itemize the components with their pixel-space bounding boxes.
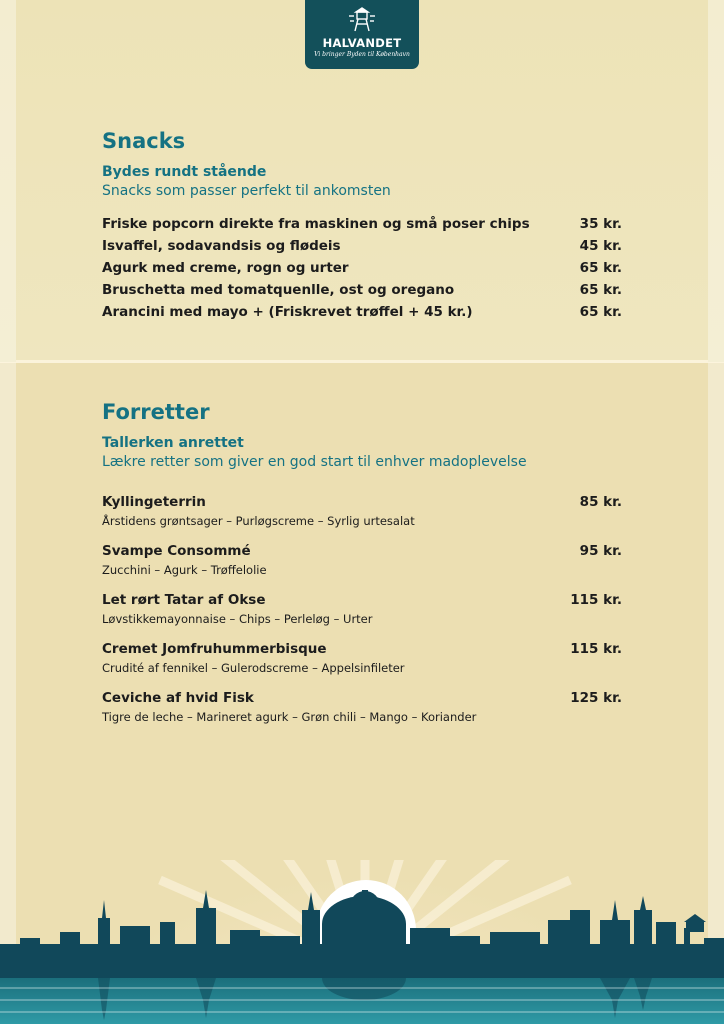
- list-item: [102, 541, 622, 579]
- list-item: [102, 492, 622, 530]
- item-name: Isvaffel, sodavandsis og flødeis: [102, 238, 341, 254]
- dish-description: Tigre de leche – Marineret agurk – Grøn chili – Mango – Koriander: [102, 710, 477, 724]
- snacks-subtitle: Bydes rundt stående: [102, 164, 267, 180]
- lifeguard-tower-icon: [347, 7, 377, 33]
- item-price: 35 kr.: [579, 216, 622, 232]
- copenhagen-skyline-illustration: [0, 860, 724, 1024]
- item-name: Agurk med creme, rogn og urter: [102, 260, 349, 276]
- list-item: [102, 590, 622, 628]
- logo-name: HALVANDET: [322, 36, 402, 50]
- dish-description: Zucchini – Agurk – Trøffelolie: [102, 563, 267, 577]
- snacks-title: Snacks: [102, 129, 186, 153]
- item-price: 45 kr.: [579, 238, 622, 254]
- dish-name: Let rørt Tatar af Okse: [102, 592, 266, 608]
- item-price: 65 kr.: [579, 304, 622, 320]
- snacks-section: [102, 128, 622, 323]
- list-item: [102, 688, 622, 726]
- dish-description: Årstidens grøntsager – Purløgscreme – Syrlig urtesalat: [102, 514, 415, 528]
- dish-name: Kyllingeterrin: [102, 494, 206, 510]
- dish-name: Ceviche af hvid Fisk: [102, 690, 254, 706]
- item-name: Bruschetta med tomatquenlle, ost og oregano: [102, 282, 455, 298]
- list-item: [102, 301, 622, 323]
- dish-name: Svampe Consommé: [102, 543, 251, 559]
- list-item: [102, 257, 622, 279]
- list-item: [102, 279, 622, 301]
- item-price: 65 kr.: [579, 282, 622, 298]
- list-item: [102, 213, 622, 235]
- logo-tagline: Vi bringer Byden til København: [314, 51, 410, 58]
- dish-price: 115 kr.: [570, 592, 622, 608]
- item-name: Arancini med mayo + (Friskrevet trøffel + 45 kr.): [102, 304, 473, 320]
- halvandet-logo: [305, 0, 419, 69]
- dish-description: Løvstikkemayonnaise – Chips – Perleløg – Urter: [102, 612, 373, 626]
- dish-name: Cremet Jomfruhummerbisque: [102, 641, 327, 657]
- forretter-list: [102, 492, 622, 726]
- dish-price: 115 kr.: [570, 641, 622, 657]
- list-item: [102, 235, 622, 257]
- dish-description: Crudité af fennikel – Gulerodscreme – Appelsinfileter: [102, 661, 405, 675]
- dish-price: 125 kr.: [570, 690, 622, 706]
- forretter-section: [102, 399, 622, 737]
- dish-price: 95 kr.: [579, 543, 622, 559]
- forretter-subtitle: Tallerken anrettet: [102, 435, 244, 451]
- dish-price: 85 kr.: [579, 494, 622, 510]
- forretter-title: Forretter: [102, 400, 210, 424]
- list-item: [102, 639, 622, 677]
- item-price: 65 kr.: [579, 260, 622, 276]
- snacks-list: [102, 213, 622, 323]
- item-name: Friske popcorn direkte fra maskinen og små poser chips: [102, 216, 530, 232]
- forretter-description: Lækre retter som giver en god start til enhver madoplevelse: [102, 454, 527, 470]
- snacks-description: Snacks som passer perfekt til ankomsten: [102, 183, 391, 199]
